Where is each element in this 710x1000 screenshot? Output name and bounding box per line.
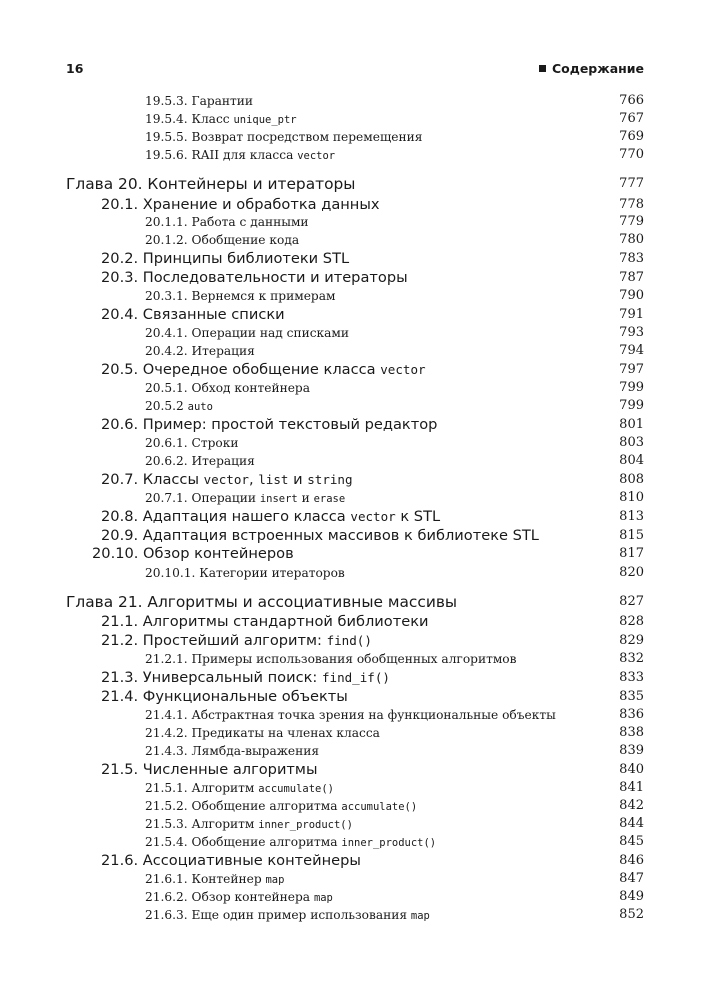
toc-entry-page-number: 780 bbox=[619, 232, 644, 247]
toc-entry-code: find_if() bbox=[321, 670, 390, 685]
toc-section-entry bbox=[0, 852, 710, 870]
toc-section-entry bbox=[0, 545, 710, 563]
toc-entry-code: unique_ptr bbox=[233, 114, 297, 126]
toc-chapter-entry bbox=[0, 592, 710, 612]
toc-entry-title bbox=[101, 852, 361, 870]
toc-entry-title bbox=[145, 325, 349, 341]
toc-entry-title bbox=[145, 343, 255, 359]
toc-entry-text: и bbox=[297, 491, 314, 505]
toc-entry-code: string bbox=[307, 472, 353, 487]
toc-entry-code: inner_product() bbox=[341, 837, 437, 849]
toc-entry-text: 21.5.1. Алгоритм bbox=[145, 781, 259, 795]
toc-entry-text: 21.2. Простейший алгоритм: bbox=[101, 632, 327, 649]
toc-section-entry bbox=[0, 508, 710, 526]
toc-subsection-entry bbox=[0, 651, 710, 667]
toc-entry-page-number: 847 bbox=[619, 871, 644, 886]
toc-subsection-entry bbox=[0, 380, 710, 396]
toc-entry-page-number: 779 bbox=[619, 214, 644, 229]
toc-entry-text: 20.1.1. Работа с данными bbox=[145, 215, 309, 229]
toc-entry-page-number: 815 bbox=[619, 528, 644, 543]
toc-subsection-entry bbox=[0, 816, 710, 832]
toc-entry-text: и bbox=[288, 471, 308, 488]
toc-entry-page-number: 832 bbox=[619, 651, 644, 666]
toc-entry-page-number: 829 bbox=[619, 633, 644, 648]
toc-entry-page-number: 844 bbox=[619, 816, 644, 831]
toc-entry-text: 20.1.2. Обобщение кода bbox=[145, 233, 300, 247]
toc-entry-text: 20.4. Связанные списки bbox=[101, 306, 285, 323]
toc-entry-title bbox=[145, 111, 297, 128]
toc-entry-page-number: 849 bbox=[619, 889, 644, 904]
toc-entry-page-number: 813 bbox=[619, 509, 644, 524]
toc-entry-page-number: 840 bbox=[619, 762, 644, 777]
toc-entry-text: 21.6. Ассоциативные контейнеры bbox=[101, 852, 361, 869]
toc-entry-page-number: 852 bbox=[619, 907, 644, 922]
toc-entry-title bbox=[101, 613, 429, 631]
toc-subsection-entry bbox=[0, 435, 710, 451]
toc-entry-text: , bbox=[248, 471, 259, 488]
toc-entry-page-number: 777 bbox=[619, 176, 644, 191]
toc-entry-page-number: 801 bbox=[619, 417, 644, 432]
toc-entry-text: 20.4.1. Операции над списками bbox=[145, 326, 350, 340]
toc-entry-code: vector bbox=[380, 362, 426, 377]
toc-subsection-entry bbox=[0, 743, 710, 759]
toc-entry-page-number: 808 bbox=[619, 472, 644, 487]
toc-subsection-entry bbox=[0, 834, 710, 850]
toc-subsection-entry bbox=[0, 129, 710, 145]
toc-entry-page-number: 787 bbox=[619, 270, 644, 285]
toc-entry-code: insert bbox=[259, 493, 298, 505]
toc-entry-title bbox=[145, 651, 517, 667]
toc-subsection-entry bbox=[0, 798, 710, 814]
toc-entry-title bbox=[101, 632, 372, 650]
toc-entry-title bbox=[101, 669, 390, 687]
toc-subsection-entry bbox=[0, 490, 710, 506]
toc-subsection-entry bbox=[0, 707, 710, 723]
toc-entry-page-number: 803 bbox=[619, 435, 644, 450]
toc-subsection-entry bbox=[0, 343, 710, 359]
toc-entry-title bbox=[145, 907, 430, 924]
toc-entry-title bbox=[145, 834, 436, 851]
toc-entry-text: 19.5.6. RAII для класса bbox=[145, 148, 298, 162]
toc-entry-text: 20.6.2. Итерация bbox=[145, 454, 255, 468]
toc-entry-text: 21.5. Численные алгоритмы bbox=[101, 761, 318, 778]
toc-entry-text: 20.3.1. Вернемся к примерам bbox=[145, 289, 336, 303]
toc-subsection-entry bbox=[0, 565, 710, 581]
toc-entry-text: 20.7.1. Операции bbox=[145, 491, 260, 505]
toc-entry-title bbox=[145, 871, 284, 888]
toc-subsection-entry bbox=[0, 889, 710, 905]
toc-entry-text: 21.6.3. Еще один пример использования bbox=[145, 908, 411, 922]
toc-entry-title bbox=[101, 688, 348, 706]
toc-entry-title bbox=[101, 196, 380, 214]
toc-entry-title bbox=[145, 147, 335, 164]
page-number: 16 bbox=[66, 61, 84, 76]
toc-entry-text: 21.3. Универсальный поиск: bbox=[101, 669, 322, 686]
toc-entry-title bbox=[145, 816, 353, 833]
toc-entry-code: find() bbox=[326, 633, 372, 648]
toc-entry-title bbox=[101, 527, 539, 545]
toc-subsection-entry bbox=[0, 453, 710, 469]
toc-entry-text: 21.4.2. Предикаты на членах класса bbox=[145, 726, 380, 740]
toc-entry-page-number: 841 bbox=[619, 780, 644, 795]
toc-subsection-entry bbox=[0, 871, 710, 887]
toc-entry-code: accumulate() bbox=[341, 801, 418, 813]
toc-entry-page-number: 767 bbox=[619, 111, 644, 126]
toc-entry-text: Глава 20. Контейнеры и итераторы bbox=[66, 175, 356, 193]
toc-subsection-entry bbox=[0, 398, 710, 414]
toc-entry-title bbox=[145, 380, 310, 396]
toc-entry-text: Глава 21. Алгоритмы и ассоциативные массивы bbox=[66, 593, 458, 611]
toc-entry-title bbox=[145, 93, 253, 109]
toc-entry-code: map bbox=[313, 892, 333, 904]
toc-section-entry bbox=[0, 416, 710, 434]
toc-subsection-entry bbox=[0, 725, 710, 741]
toc-entry-title bbox=[66, 174, 355, 194]
toc-entry-text: 20.6. Пример: простой текстовый редактор bbox=[101, 416, 438, 433]
toc-subsection-entry bbox=[0, 780, 710, 796]
toc-section-entry bbox=[0, 361, 710, 379]
toc-subsection-entry bbox=[0, 288, 710, 304]
toc-section-entry bbox=[0, 471, 710, 489]
toc-entry-code: inner_product() bbox=[258, 819, 353, 831]
toc-entry-text: 21.2.1. Примеры использования обобщенных алгоритмов bbox=[145, 652, 517, 666]
toc-section-entry bbox=[0, 306, 710, 324]
toc-entry-title bbox=[145, 398, 213, 415]
toc-entry-title bbox=[66, 592, 457, 612]
toc-subsection-entry bbox=[0, 214, 710, 230]
toc-entry-page-number: 778 bbox=[619, 197, 644, 212]
toc-chapter-entry bbox=[0, 174, 710, 194]
toc-entry-title bbox=[145, 435, 238, 451]
toc-entry-page-number: 828 bbox=[619, 614, 644, 629]
toc-entry-title bbox=[145, 232, 299, 248]
toc-entry-text: 19.5.3. Гарантии bbox=[145, 94, 254, 108]
toc-entry-page-number: 835 bbox=[619, 689, 644, 704]
toc-entry-title bbox=[101, 250, 349, 268]
toc-entry-page-number: 794 bbox=[619, 343, 644, 358]
toc-entry-text: 20.1. Хранение и обработка данных bbox=[101, 196, 380, 213]
toc-entry-title bbox=[145, 707, 556, 723]
toc-section-entry bbox=[0, 269, 710, 287]
toc-entry-text: 20.5. Очередное обобщение класса bbox=[101, 361, 381, 378]
toc-section-entry bbox=[0, 632, 710, 650]
toc-entry-text: 21.6.1. Контейнер bbox=[145, 872, 266, 886]
toc-entry-text: 20.6.1. Строки bbox=[145, 436, 239, 450]
toc-entry-page-number: 842 bbox=[619, 798, 644, 813]
toc-entry-text: 20.7. Классы bbox=[101, 471, 204, 488]
toc-subsection-entry bbox=[0, 93, 710, 109]
toc-entry-title bbox=[145, 889, 333, 906]
toc-entry-title bbox=[101, 306, 285, 324]
toc-entry-text: 20.8. Адаптация нашего класса bbox=[101, 508, 351, 525]
toc-entry-title bbox=[145, 798, 417, 815]
toc-entry-code: vector bbox=[350, 509, 396, 524]
toc-entry-page-number: 845 bbox=[619, 834, 644, 849]
toc-entry-page-number: 846 bbox=[619, 853, 644, 868]
toc-entry-text: 21.5.4. Обобщение алгоритма bbox=[145, 835, 342, 849]
toc-entry-text: 19.5.4. Класс bbox=[145, 112, 234, 126]
toc-subsection-entry bbox=[0, 232, 710, 248]
toc-entry-page-number: 769 bbox=[619, 129, 644, 144]
toc-subsection-entry bbox=[0, 111, 710, 127]
toc-entry-page-number: 838 bbox=[619, 725, 644, 740]
toc-entry-text: к STL bbox=[395, 508, 441, 525]
toc-entry-text: 19.5.5. Возврат посредством перемещения bbox=[145, 130, 423, 144]
toc-subsection-entry bbox=[0, 907, 710, 923]
toc-entry-text: 21.4. Функциональные объекты bbox=[101, 688, 348, 705]
toc-entry-title bbox=[101, 761, 317, 779]
toc-entry-title bbox=[101, 471, 353, 489]
toc-entry-title bbox=[145, 565, 345, 581]
toc-entry-code: map bbox=[410, 910, 430, 922]
toc-section-entry bbox=[0, 196, 710, 214]
toc-entry-page-number: 791 bbox=[619, 307, 644, 322]
toc-entry-text: 20.2. Принципы библиотеки STL bbox=[101, 250, 350, 267]
toc-entry-text: 21.4.3. Лямбда-выражения bbox=[145, 744, 320, 758]
toc-entry-title bbox=[92, 545, 294, 563]
toc-entry-page-number: 797 bbox=[619, 362, 644, 377]
toc-entry-text: 21.4.1. Абстрактная точка зрения на функциональные объекты bbox=[145, 708, 556, 722]
toc-entry-title bbox=[145, 490, 345, 507]
toc-entry-text: 21.5.2. Обобщение алгоритма bbox=[145, 799, 342, 813]
toc-entry-page-number: 799 bbox=[619, 398, 644, 413]
toc-entry-page-number: 817 bbox=[619, 546, 644, 561]
toc-entry-page-number: 810 bbox=[619, 490, 644, 505]
toc-entry-text: 20.5.1. Обход контейнера bbox=[145, 381, 310, 395]
toc-entry-page-number: 799 bbox=[619, 380, 644, 395]
running-head-label: Содержание bbox=[551, 61, 644, 76]
toc-entry-page-number: 839 bbox=[619, 743, 644, 758]
toc-entry-text: 21.6.2. Обзор контейнера bbox=[145, 890, 314, 904]
toc-entry-title bbox=[101, 416, 437, 434]
toc-entry-page-number: 804 bbox=[619, 453, 644, 468]
toc-entry-title bbox=[145, 214, 309, 230]
toc-entry-title bbox=[145, 129, 422, 145]
toc-entry-text: 20.10. Обзор контейнеров bbox=[92, 545, 294, 562]
toc-entry-page-number: 793 bbox=[619, 325, 644, 340]
toc-entry-title bbox=[145, 743, 319, 759]
toc-entry-code: map bbox=[265, 874, 285, 886]
toc-entry-text: 20.10.1. Категории итераторов bbox=[145, 566, 345, 580]
toc-entry-text: 21.1. Алгоритмы стандартной библиотеки bbox=[101, 613, 429, 630]
toc-section-entry bbox=[0, 527, 710, 545]
toc-entry-page-number: 783 bbox=[619, 251, 644, 266]
toc-entry-code: accumulate() bbox=[258, 783, 334, 795]
toc-entry-title bbox=[145, 288, 335, 304]
toc-section-entry bbox=[0, 688, 710, 706]
toc-entry-page-number: 833 bbox=[619, 670, 644, 685]
toc-entry-text: 20.4.2. Итерация bbox=[145, 344, 255, 358]
toc-entry-text: 20.3. Последовательности и итераторы bbox=[101, 269, 408, 286]
toc-section-entry bbox=[0, 669, 710, 687]
toc-entry-text: 21.5.3. Алгоритм bbox=[145, 817, 259, 831]
toc-section-entry bbox=[0, 613, 710, 631]
toc-entry-title bbox=[145, 725, 380, 741]
toc-entry-page-number: 766 bbox=[619, 93, 644, 108]
toc-entry-title bbox=[145, 453, 255, 469]
toc-entry-code: erase bbox=[313, 493, 346, 505]
toc-entry-code: auto bbox=[187, 401, 213, 413]
toc-subsection-entry bbox=[0, 325, 710, 341]
toc-entry-page-number: 770 bbox=[619, 147, 644, 162]
toc-entry-page-number: 836 bbox=[619, 707, 644, 722]
toc-entry-text: 20.9. Адаптация встроенных массивов к библиотеке STL bbox=[101, 527, 539, 544]
toc-entry-page-number: 820 bbox=[619, 565, 644, 580]
toc-entry-page-number: 790 bbox=[619, 288, 644, 303]
toc-entry-title bbox=[101, 508, 440, 526]
toc-entry-title bbox=[101, 269, 408, 287]
toc-section-entry bbox=[0, 761, 710, 779]
toc-entry-code: vector bbox=[203, 472, 249, 487]
toc-section-entry bbox=[0, 250, 710, 268]
toc-entry-title bbox=[145, 780, 334, 797]
toc-entry-code: list bbox=[258, 472, 289, 487]
toc-entry-text: 20.5.2 bbox=[145, 399, 188, 413]
toc-entry-page-number: 827 bbox=[619, 594, 644, 609]
toc-subsection-entry bbox=[0, 147, 710, 163]
toc-entry-code: vector bbox=[297, 150, 336, 162]
toc-entry-title bbox=[101, 361, 426, 379]
